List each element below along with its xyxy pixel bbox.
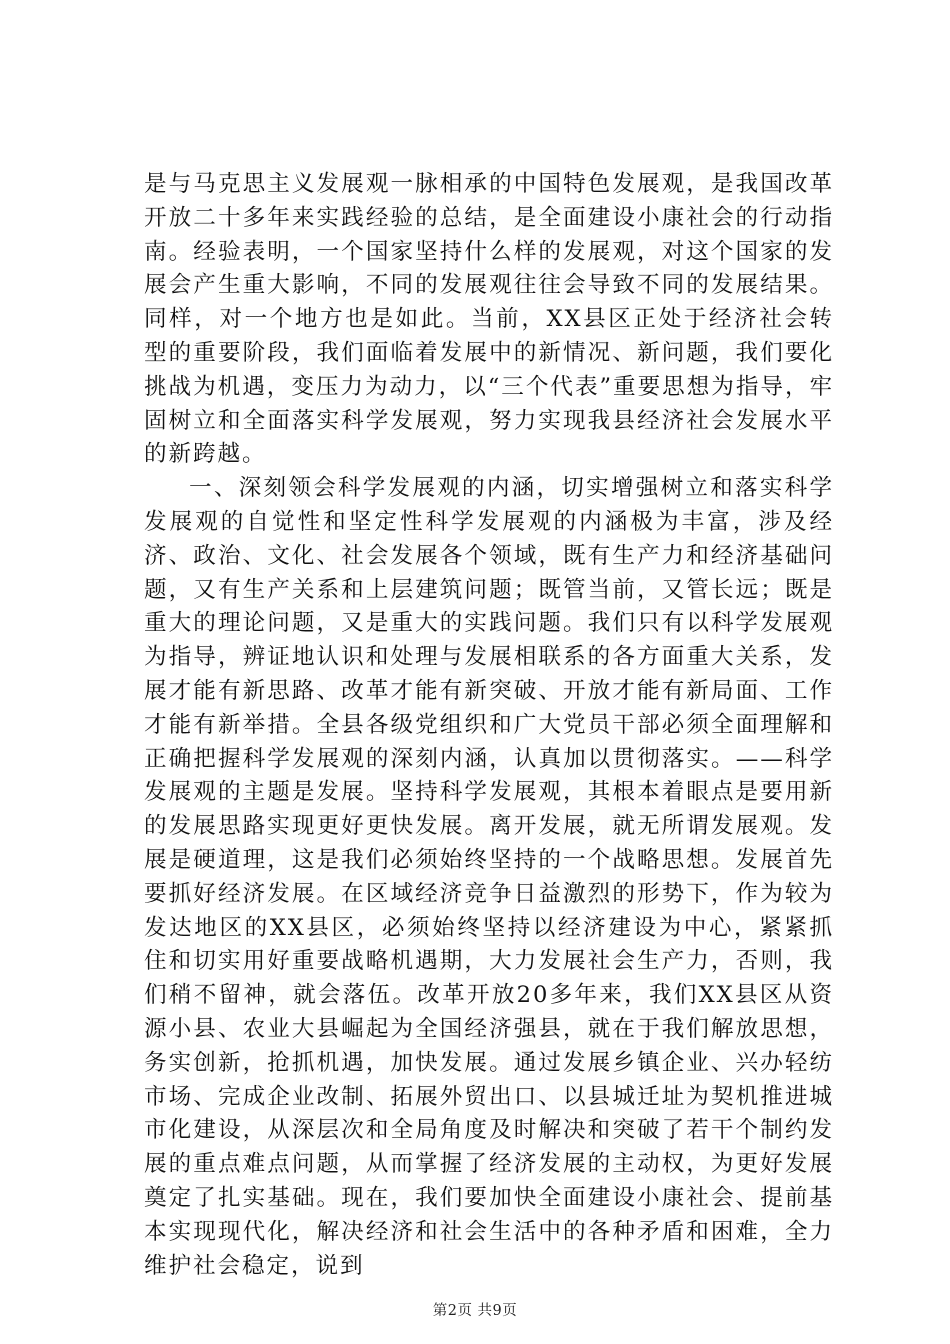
body-paragraph-1: 是与马克思主义发展观一脉相承的中国特色发展观，是我国改革开放二十多年来实践经验的总结，是全面建设小康社会的行动指南。经验表明，一个国家坚持什么样的发展观，对这个国家的发展会产生重大影响，不同的发展观往往会导致不同的发展结果。同样，对一个地方也是如此。当前，XX县区正处于经济社会转型的重要阶段，我们面临着发展中的新情况、新问题，我们要化挑战为机遇，变压力为动力，以“三个代表”重要思想为指导，牢固树立和全面落实科学发展观，努力实现我县经济社会发展水平的新跨越。 (144, 171, 834, 468)
body-paragraph-2: 一、深刻领会科学发展观的内涵，切实增强树立和落实科学发展观的自觉性和坚定性科学发展观的内涵极为丰富，涉及经济、政治、文化、社会发展各个领域，既有生产力和经济基础问题，又有生产关系和上层建筑问题；既管当前，又管长远；既是重大的理论问题，又是重大的实践问题。我们只有以科学发展观为指导，辨证地认识和处理与发展相联系的各方面重大关系，发展才能有新思路、改革才能有新突破、开放才能有新局面、工作才能有新举措。全县各级党组织和广大党员干部必须全面理解和正确把握科学发展观的深刻内涵，认真加以贯彻落实。——科学发展观的主题是发展。坚持科学发展观，其根本着眼点是要用新的发展思路实现更好更快发展。离开发展，就无所谓发展观。发展是硬道理，这是我们必须始终坚持的一个战略思想。发展首先要抓好经济发展。在区域经济竞争日益激烈的形势下，作为较为发达地区的XX县区，必须始终坚持以经济建设为中心，紧紧抓住和切实用好重要战略机遇期，大力发展社会生产力，否则，我们稍不留神，就会落伍。改革开放20多年来，我们XX县区从资源小县、农业大县崛起为全国经济强县，就在于我们解放思想，务实创新，抢抓机遇，加快发展。通过发展乡镇企业、兴办轻纺市场、完成企业改制、拓展外贸出口、以县城迁址为契机推进城市化建设，从深层次和全局角度及时解决和突破了若干个制约发展的重点难点问题，从而掌握了经济发展的主动权，为更好发展奠定了扎实基础。现在，我们要加快全面建设小康社会、提前基本实现现代化，解决经济和社会生活中的各种矛盾和困难，全力维护社会稳定，说到 (144, 475, 834, 1279)
document-body (144, 168, 834, 1283)
page-number-label: 第2页 共9页 (432, 1303, 518, 1319)
page-footer (0, 1301, 950, 1321)
